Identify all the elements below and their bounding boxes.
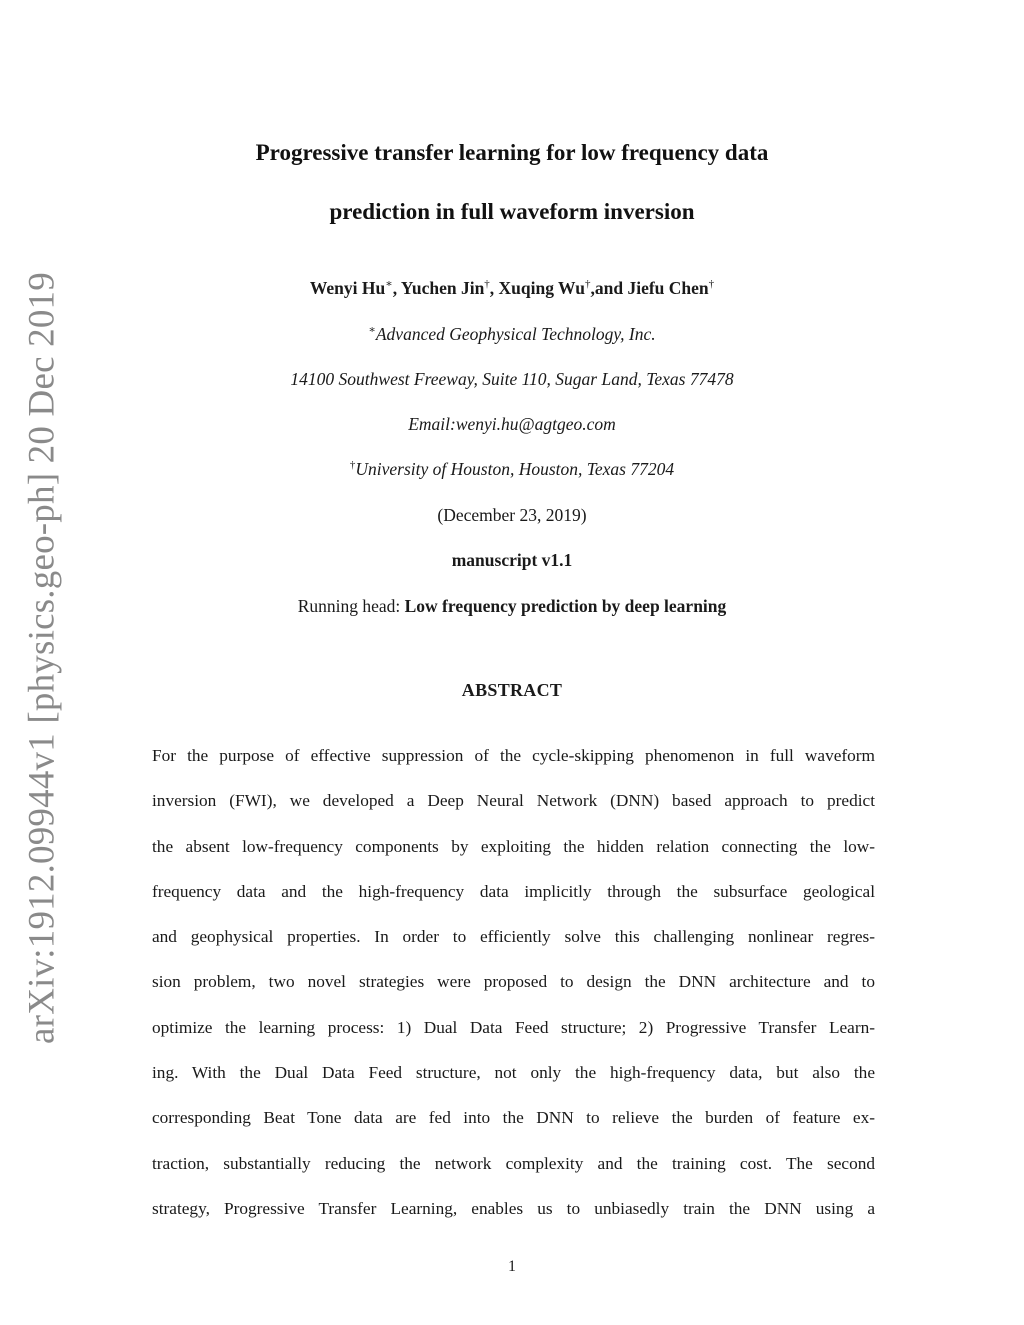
- affiliation-university-name: University of Houston, Houston, Texas 77204: [355, 459, 675, 479]
- author-name: Xuqing Wu: [498, 277, 585, 298]
- running-head-title: Low frequency prediction by deep learning: [404, 596, 727, 616]
- abstract-line: inversion (FWI), we developed a Deep Neural Network (DNN) based approach to predict: [152, 791, 875, 811]
- abstract-line: strategy, Progressive Transfer Learning, enables us to unbiasedly train the DNN using a: [152, 1198, 875, 1218]
- page-number: 1: [508, 1258, 516, 1275]
- manuscript-date: (December 23, 2019): [437, 505, 587, 525]
- affiliation-university: [0, 459, 1024, 480]
- abstract-line: ing. With the Dual Data Feed structure, not only the high-frequency data, but also the: [152, 1063, 875, 1083]
- author-affiliation-mark: †: [484, 278, 490, 290]
- manuscript-version: manuscript v1.1: [451, 550, 573, 570]
- abstract-line: frequency data and the high-frequency data implicitly through the subsurface geological: [152, 881, 875, 901]
- arxiv-identifier-stamp: arXiv:1912.09944v1 [physics.geo-ph] 20 Dec 2019: [21, 272, 63, 1044]
- paper-title-line-2: prediction in full waveform inversion: [329, 199, 695, 224]
- paper-title-line-1: Progressive transfer learning for low frequency data: [255, 140, 769, 165]
- abstract-line: optimize the learning process: 1) Dual Data Feed structure; 2) Progressive Transfer Learn-: [152, 1017, 875, 1037]
- author-name: Jiefu Chen: [627, 277, 709, 298]
- author-list: Wenyi Hu∗, Yuchen Jin†, Xuqing Wu†,and Jiefu Chen†: [309, 277, 715, 298]
- affiliation-mark: ∗: [368, 324, 376, 336]
- abstract-line: and geophysical properties. In order to efficiently solve this challenging nonlinear regres-: [152, 927, 875, 947]
- author-affiliation-mark: †: [708, 278, 715, 290]
- affiliation-mark: †: [349, 459, 356, 472]
- running-head: [0, 596, 1024, 617]
- affiliation-company: [0, 323, 1024, 345]
- abstract-line: corresponding Beat Tone data are fed into the DNN to relieve the burden of feature ex-: [152, 1108, 875, 1128]
- contact-email: Email:wenyi.hu@agtgeo.com: [408, 414, 616, 434]
- author-affiliation-mark: †: [584, 278, 591, 290]
- abstract-line: traction, substantially reducing the network complexity and the training cost. The second: [152, 1153, 875, 1173]
- abstract-line: sion problem, two novel strategies were proposed to design the DNN architecture and to: [152, 972, 875, 992]
- running-head-label: Running head:: [297, 596, 401, 616]
- abstract-body: [152, 745, 875, 1243]
- author-name: Wenyi Hu: [309, 277, 386, 298]
- abstract-line: For the purpose of effective suppression of the cycle-skipping phenomenon in full waveform: [152, 746, 875, 765]
- affiliation-address: 14100 Southwest Freeway, Suite 110, Sugar Land, Texas 77478: [290, 369, 734, 389]
- author-name: Yuchen Jin: [400, 277, 485, 298]
- affiliation-company-name: Advanced Geophysical Technology, Inc.: [375, 323, 656, 344]
- abstract-heading: ABSTRACT: [461, 680, 563, 700]
- author-affiliation-mark: ∗: [385, 278, 393, 290]
- abstract-line: the absent low-frequency components by exploiting the hidden relation connecting the low-: [152, 836, 875, 856]
